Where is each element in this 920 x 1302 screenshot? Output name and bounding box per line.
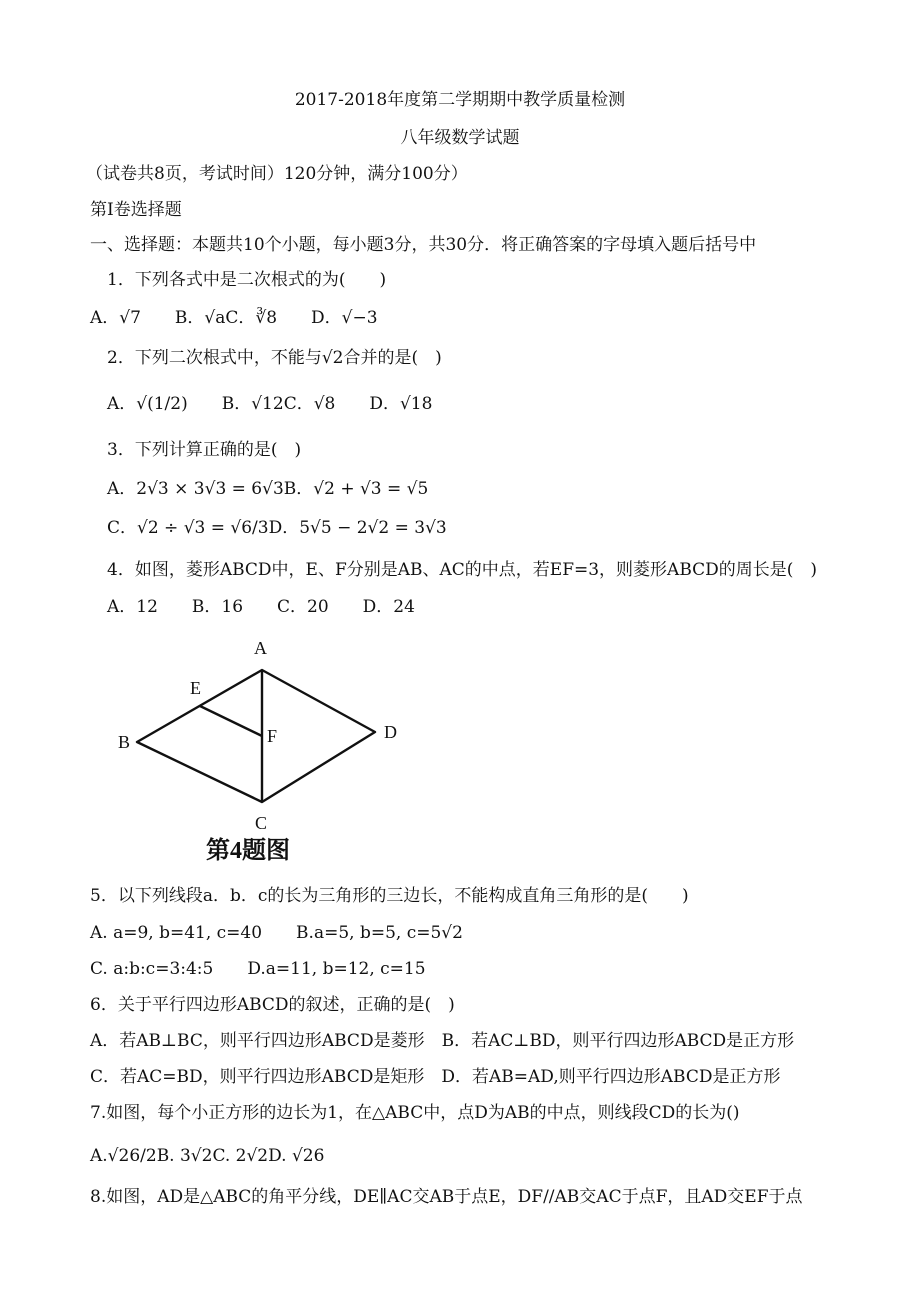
q6-options-ab: A．若AB⊥BC，则平行四边形ABCD是菱形 B．若AC⊥BD，则平行四边形ABCD是正方形: [90, 1031, 795, 1051]
q5-stem: 5．以下列线段a．b．c的长为三角形的三边长，不能构成直角三角形的是( ): [90, 886, 689, 906]
q2-options: A．√(1/2) B．√12C．√8 D．√18: [107, 394, 433, 414]
exam-title: 2017-2018年度第二学期期中教学质量检测: [294, 90, 626, 110]
figure-caption: 第4题图: [206, 838, 290, 864]
label-e: E: [190, 678, 201, 698]
rhombus-figure: [100, 632, 430, 867]
q6-options-cd: C．若AC=BD，则平行四边形ABCD是矩形 D．若AB=AD,则平行四边形ABCD是正方形: [90, 1067, 781, 1087]
q6-stem: 6．关于平行四边形ABCD的叙述，正确的是( ): [90, 995, 455, 1015]
label-f: F: [267, 726, 278, 746]
q3-options-ab: A．2√3 × 3√3 = 6√3B．√2 + √3 = √5: [107, 479, 429, 499]
q3-options-cd: C．√2 ÷ √3 = √6/3D．5√5 − 2√2 = 3√3: [107, 518, 447, 538]
q5-options-cd: C. a:b:c=3:4:5 D.a=11, b=12, c=15: [90, 959, 426, 979]
label-d: D: [384, 722, 397, 742]
label-a: A: [254, 638, 267, 658]
q4-options: A．12 B．16 C．20 D．24: [107, 597, 415, 617]
label-c: C: [255, 813, 268, 833]
q5-options-ab: A. a=9, b=41, c=40 B.a=5, b=5, c=5√2: [90, 923, 463, 943]
rhombus-outline: [137, 670, 375, 802]
q7-stem: 7.如图，每个小正方形的边长为1，在△ABC中，点D为AB的中点，则线段CD的长为(): [90, 1103, 740, 1123]
q1-options: A．√7 B．√aC．∛8 D．√−3: [90, 308, 378, 328]
q7-options: A.√26/2B. 3√2C. 2√2D. √26: [90, 1146, 325, 1166]
section-intro: 一、选择题：本题共10个小题，每小题3分，共30分．将正确答案的字母填入题后括号中: [90, 235, 757, 255]
section-heading: 第I卷选择题: [90, 200, 182, 220]
segment-ef: [200, 706, 262, 736]
exam-subtitle: 八年级数学试题: [400, 128, 520, 148]
label-b: B: [118, 732, 131, 752]
q8-stem: 8.如图，AD是△ABC的角平分线，DE∥AC交AB于点E，DF//AB交AC于点F，且AD交EF于点: [90, 1187, 803, 1207]
exam-note: （试卷共8页，考试时间）120分钟，满分100分）: [86, 164, 468, 184]
q1-stem: 1．下列各式中是二次根式的为( ): [107, 270, 387, 290]
q3-stem: 3．下列计算正确的是( ): [107, 440, 302, 460]
q4-stem: 4．如图，菱形ABCD中，E、F分别是AB、AC的中点，若EF=3，则菱形ABCD的周长是( ): [107, 560, 818, 580]
q2-stem: 2．下列二次根式中，不能与√2合并的是( ): [107, 348, 442, 368]
